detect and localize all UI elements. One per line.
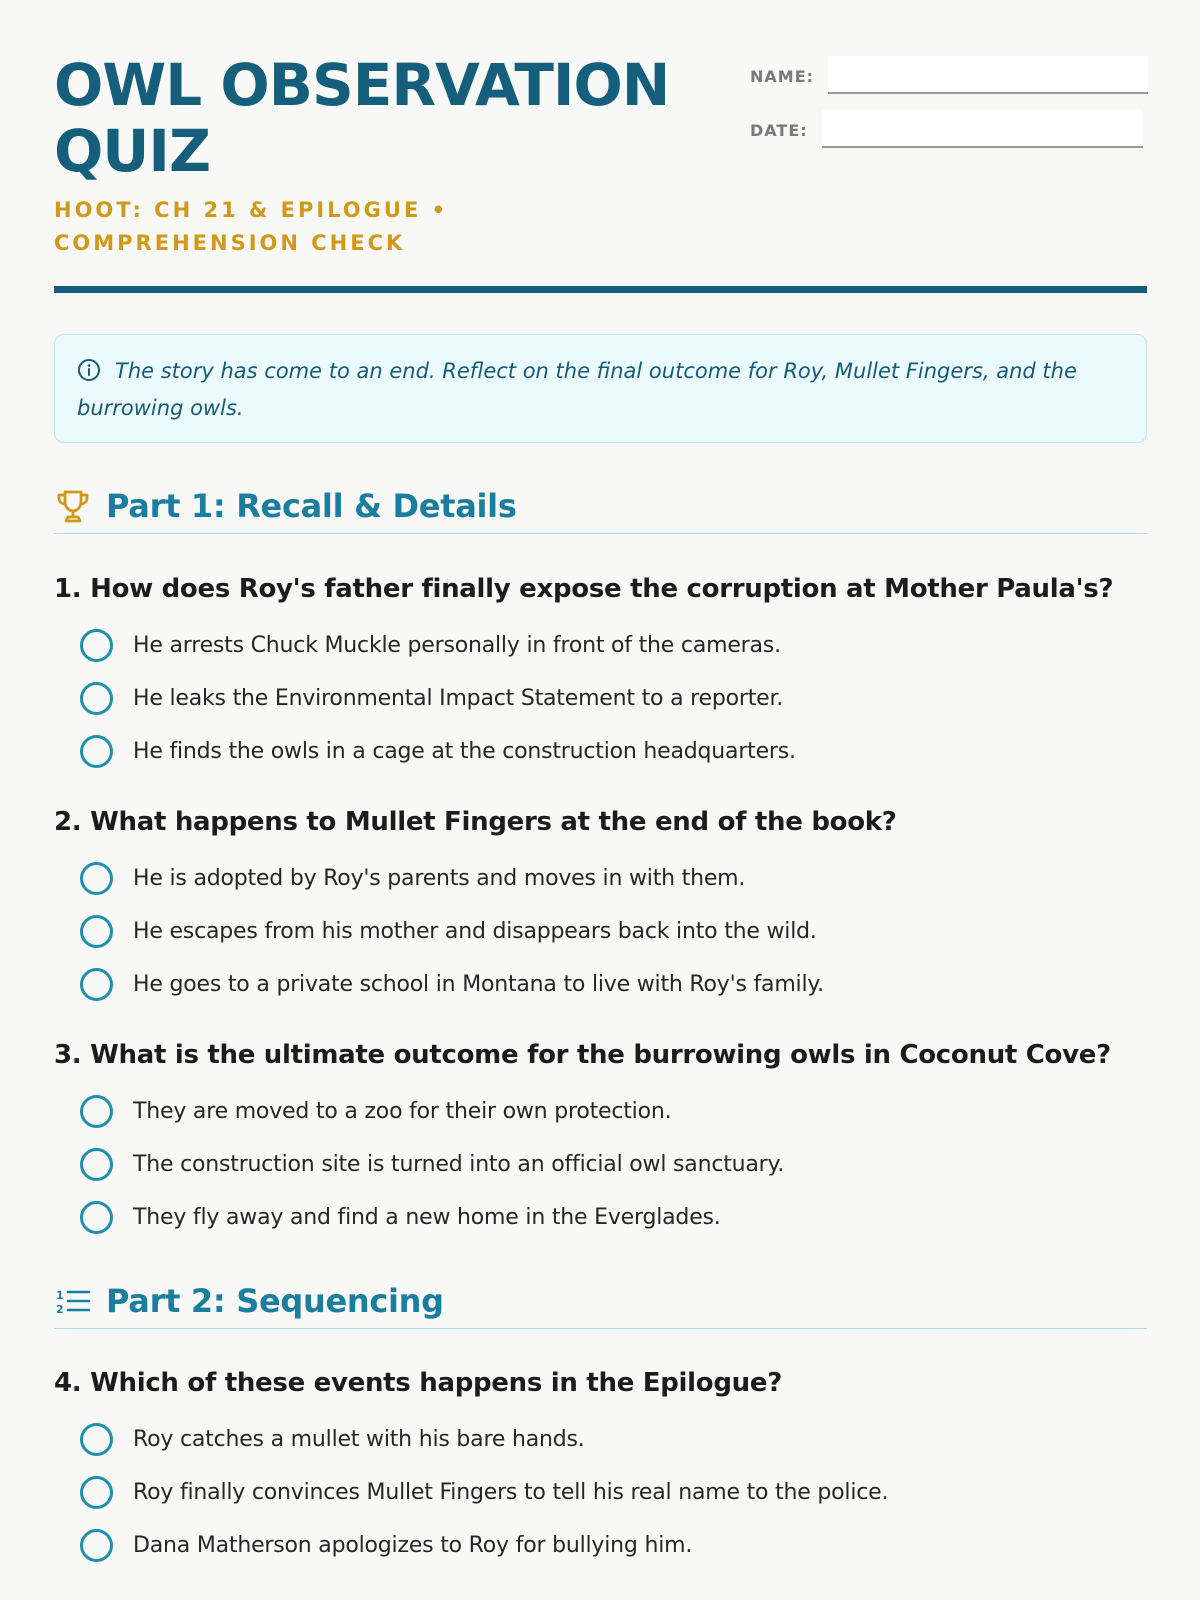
option-label: He escapes from his mother and disappears back into the wild.	[133, 918, 817, 944]
option-label: He goes to a private school in Montana to live with Roy's family.	[133, 971, 824, 997]
radio-button[interactable]	[80, 862, 113, 895]
date-label: DATE:	[750, 121, 808, 140]
q4-option-c[interactable]	[80, 1525, 692, 1565]
radio-button[interactable]	[80, 1476, 113, 1509]
radio-button[interactable]	[80, 1423, 113, 1456]
option-label: He arrests Chuck Muckle personally in front of the cameras.	[133, 632, 781, 658]
info-text: The story has come to an end. Reflect on the final outcome for Roy, Mullet Fingers, and the burrowing owls.	[77, 359, 1077, 420]
info-callout	[54, 334, 1147, 443]
section-part-1	[54, 478, 1147, 534]
date-input[interactable]	[822, 110, 1143, 148]
radio-button[interactable]	[80, 1148, 113, 1181]
trophy-icon	[54, 487, 92, 525]
radio-button[interactable]	[80, 682, 113, 715]
radio-button[interactable]	[80, 915, 113, 948]
info-icon	[77, 358, 101, 392]
option-label: They are moved to a zoo for their own protection.	[133, 1098, 672, 1124]
name-input[interactable]	[828, 56, 1148, 94]
page-subtitle: HOOT: CH 21 & EPILOGUE • COMPREHENSION CHECK	[54, 198, 449, 255]
option-label: He is adopted by Roy's parents and moves in with them.	[133, 865, 746, 891]
q4-option-b[interactable]	[80, 1472, 888, 1512]
q3-option-c[interactable]	[80, 1197, 721, 1237]
radio-button[interactable]	[80, 1529, 113, 1562]
name-row	[750, 56, 1148, 94]
q1-option-c[interactable]	[80, 731, 796, 771]
option-label: Roy catches a mullet with his bare hands.	[133, 1426, 585, 1452]
section-part-2	[54, 1273, 1147, 1329]
q2-option-c[interactable]	[80, 964, 824, 1004]
name-label: NAME:	[750, 67, 815, 86]
question-1: 1. How does Roy's father finally expose the corruption at Mother Paula's?	[54, 574, 1114, 604]
date-row	[750, 110, 1143, 148]
q2-option-b[interactable]	[80, 911, 817, 951]
option-label: Roy finally convinces Mullet Fingers to tell his real name to the police.	[133, 1479, 889, 1505]
radio-button[interactable]	[80, 735, 113, 768]
q1-option-b[interactable]	[80, 678, 783, 718]
question-2: 2. What happens to Mullet Fingers at the end of the book?	[54, 807, 897, 837]
header-divider	[54, 286, 1147, 293]
q2-option-a[interactable]	[80, 858, 745, 898]
section-title: Part 1: Recall & Details	[106, 486, 517, 525]
numbered-list-icon	[54, 1282, 92, 1320]
quiz-page	[54, 0, 1147, 1600]
radio-button[interactable]	[80, 1201, 113, 1234]
option-label: Dana Matherson apologizes to Roy for bullying him.	[133, 1532, 693, 1558]
question-4: 4. Which of these events happens in the Epilogue?	[54, 1368, 782, 1398]
radio-button[interactable]	[80, 1095, 113, 1128]
svg-text:1: 1	[56, 1288, 64, 1302]
question-3: 3. What is the ultimate outcome for the burrowing owls in Coconut Cove?	[54, 1040, 1111, 1070]
page-title: OWL OBSERVATION QUIZ	[54, 51, 670, 185]
option-label: He finds the owls in a cage at the construction headquarters.	[133, 738, 796, 764]
option-label: The construction site is turned into an official owl sanctuary.	[133, 1151, 784, 1177]
q4-option-a[interactable]	[80, 1419, 585, 1459]
q3-option-a[interactable]	[80, 1091, 671, 1131]
radio-button[interactable]	[80, 968, 113, 1001]
section-title: Part 2: Sequencing	[106, 1281, 444, 1320]
option-label: He leaks the Environmental Impact Statement to a reporter.	[133, 685, 784, 711]
q3-option-b[interactable]	[80, 1144, 784, 1184]
svg-text:2: 2	[56, 1302, 64, 1316]
radio-button[interactable]	[80, 629, 113, 662]
q1-option-a[interactable]	[80, 625, 781, 665]
option-label: They fly away and find a new home in the Everglades.	[133, 1204, 721, 1230]
